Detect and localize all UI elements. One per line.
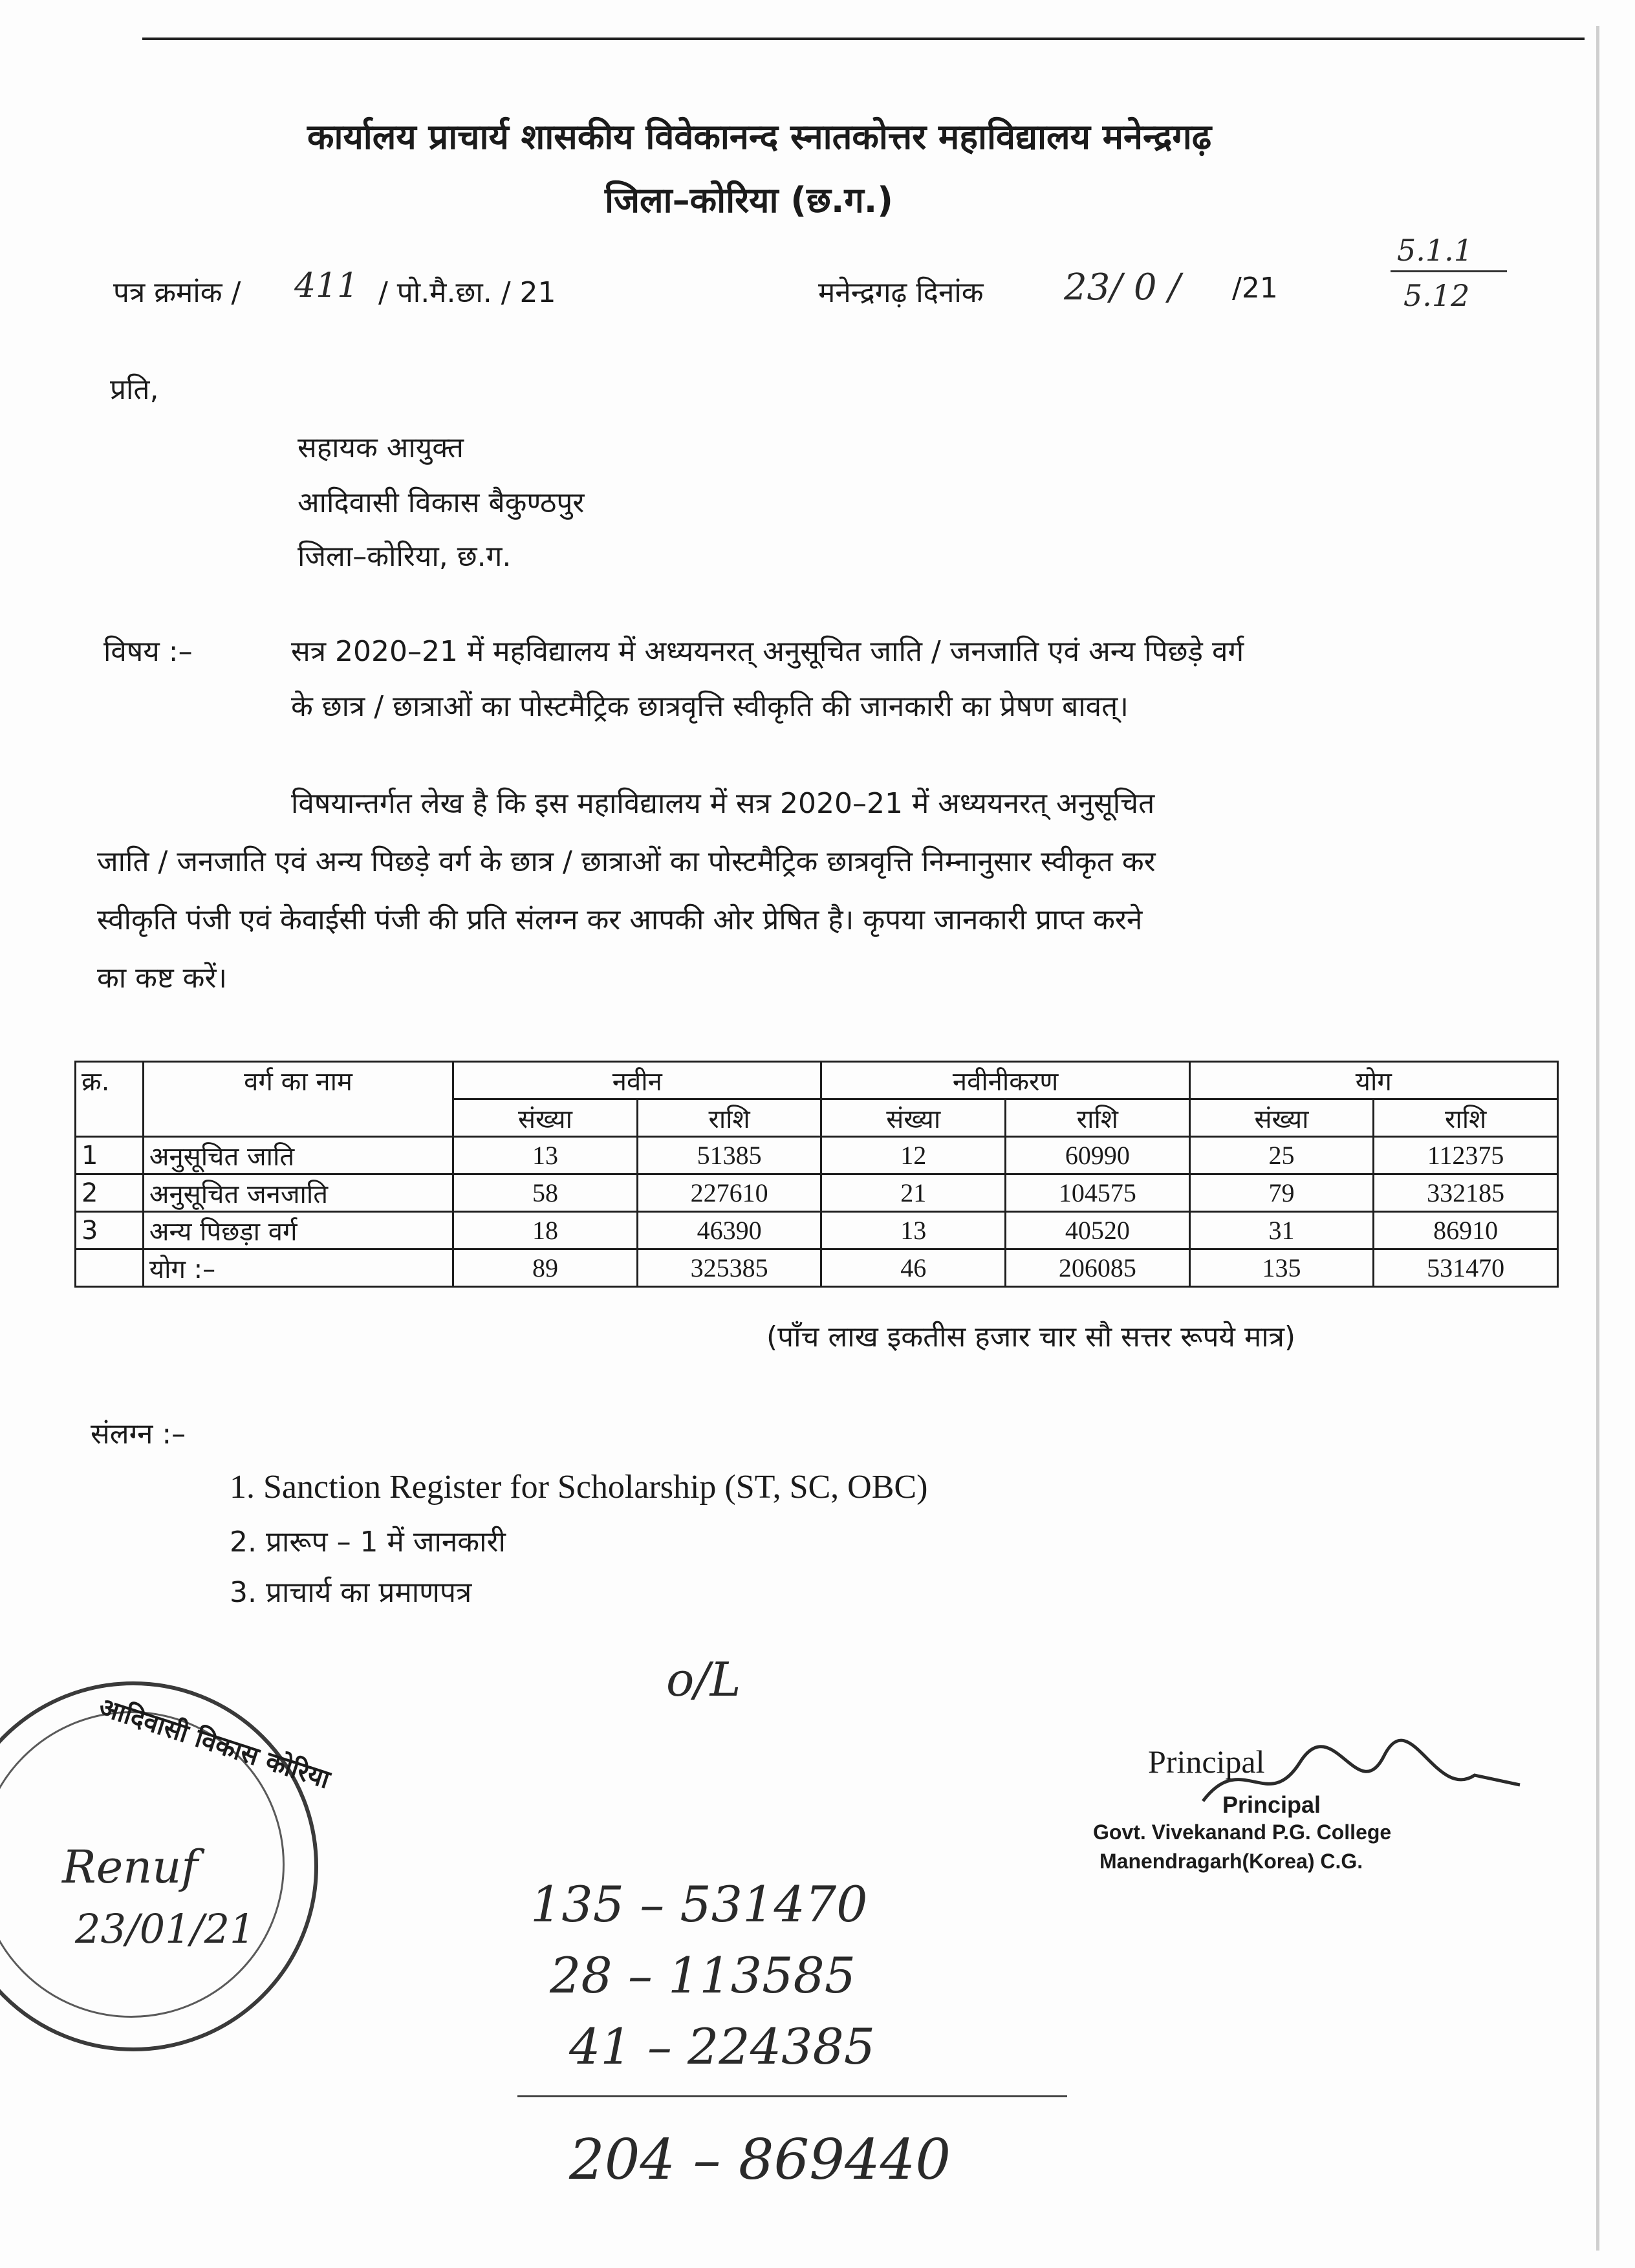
table-total-row [76, 1249, 1558, 1287]
header-new: नवीन [453, 1062, 821, 1099]
cell-sno: 2 [76, 1174, 144, 1212]
header-new-count: संख्या [453, 1099, 638, 1137]
cell-new-count: 18 [453, 1212, 638, 1249]
cell-tot-count: 25 [1189, 1137, 1374, 1174]
table-row [76, 1212, 1558, 1249]
cell-ren-count: 13 [821, 1212, 1006, 1249]
subject-line-1: सत्र 2020–21 में महविद्यालय में अध्ययनरत् अनुसूचित जाति / जनजाति एवं अन्य पिछड़े वर्ग [291, 635, 1244, 668]
handwritten-total-3: 41 – 224385 [569, 2018, 876, 2075]
cell-ren-amount: 40520 [1006, 1212, 1190, 1249]
addressee-line-3: जिला–कोरिया, छ.ग. [298, 540, 512, 573]
margin-note-top: 5.1.1 [1397, 233, 1473, 268]
stamp-signature: Renuf [62, 1841, 199, 1894]
sum-underline [517, 2095, 1067, 2097]
table-row [76, 1137, 1558, 1174]
principal-title: Principal [1148, 1744, 1265, 1780]
cell-tot-count: 31 [1189, 1212, 1374, 1249]
cell-name: अनुसूचित जाति [143, 1137, 453, 1174]
cell-tot-count: 135 [1189, 1249, 1374, 1287]
body-line-1: विषयान्तर्गत लेख है कि इस महाविद्यालय में सत्र 2020–21 में अध्ययनरत् अनुसूचित [291, 787, 1155, 820]
date-handwritten: 23/ 0 / [1064, 266, 1181, 308]
handwritten-total-1: 135 – 531470 [530, 1875, 868, 1933]
header-ren-count: संख्या [821, 1099, 1006, 1137]
cell-tot-amount: 86910 [1374, 1212, 1558, 1249]
enclosure-item-1: 1. Sanction Register for Scholarship (ST, SC, OBC) [230, 1469, 928, 1506]
table-row [76, 1174, 1558, 1212]
principal-stamp-line-1: Principal [1222, 1791, 1321, 1818]
scholarship-table [74, 1061, 1559, 1288]
cell-name: अन्य पिछड़ा वर्ग [143, 1212, 453, 1249]
cell-sno: 1 [76, 1137, 144, 1174]
office-round-stamp [0, 1681, 334, 2051]
page-top-edge [142, 38, 1585, 40]
header-name: वर्ग का नाम [143, 1062, 453, 1137]
enclosures-label: संलग्न :– [91, 1418, 186, 1451]
cell-tot-amount: 332185 [1374, 1174, 1558, 1212]
header-tot-count: संख्या [1189, 1099, 1374, 1137]
subject-line-2: के छात्र / छात्राओं का पोस्टमैट्रिक छात्रवृत्ति स्वीकृति की जानकारी का प्रेषण बावत्। [291, 690, 1129, 723]
cell-new-amount: 325385 [637, 1249, 821, 1287]
handwritten-grand-total: 204 – 869440 [569, 2128, 951, 2192]
enclosure-item-2: 2. प्रारूप – 1 में जानकारी [230, 1526, 506, 1559]
header-renewal: नवीनीकरण [821, 1062, 1189, 1099]
header-new-amount: राशि [637, 1099, 821, 1137]
body-line-3: स्वीकृति पंजी एवं केवाईसी पंजी की प्रति संलग्न कर आपकी ओर प्रेषित है। कृपया जानकारी प्राप्त करने [97, 903, 1143, 936]
cell-sno: 3 [76, 1212, 144, 1249]
stamp-date: 23/01/21 [75, 1905, 255, 1952]
addressee-line-1: सहायक आयुक्त [298, 431, 464, 464]
cell-ren-amount: 206085 [1006, 1249, 1190, 1287]
cell-new-count: 13 [453, 1137, 638, 1174]
cell-sno [76, 1249, 144, 1287]
stamp-text: आदिवासी विकास कोरिया [95, 1692, 334, 1795]
header-tot-amount: राशि [1374, 1099, 1558, 1137]
cell-ren-count: 21 [821, 1174, 1006, 1212]
ref-suffix: / पो.मै.छा. / 21 [378, 276, 556, 309]
date-label: मनेन्द्रगढ़ दिनांक [818, 276, 984, 309]
cell-ren-amount: 60990 [1006, 1137, 1190, 1174]
cell-ren-count: 12 [821, 1137, 1006, 1174]
cell-ren-count: 46 [821, 1249, 1006, 1287]
handwritten-initials: o/L [666, 1652, 741, 1707]
cell-tot-amount: 112375 [1374, 1137, 1558, 1174]
subject-label: विषय :– [103, 635, 193, 668]
margin-note-bottom: 5.12 [1403, 278, 1470, 313]
cell-name: योग :– [143, 1249, 453, 1287]
body-line-2: जाति / जनजाति एवं अन्य पिछड़े वर्ग के छात्र / छात्राओं का पोस्टमैट्रिक छात्रवृत्ति निम्नानुसार स्वीकृत कर [97, 845, 1156, 878]
cell-tot-amount: 531470 [1374, 1249, 1558, 1287]
header-ren-amount: राशि [1006, 1099, 1190, 1137]
header-sno: क्र. [76, 1062, 144, 1137]
addressee-line-2: आदिवासी विकास बैकुण्ठपुर [298, 486, 585, 519]
ref-label: पत्र क्रमांक / [113, 276, 241, 309]
cell-new-count: 58 [453, 1174, 638, 1212]
prati-label: प्रति, [110, 373, 159, 406]
amount-in-words: (पाँच लाख इकतीस हजार चार सौ सत्तर रूपये मात्र) [766, 1321, 1296, 1354]
margin-note-divider [1391, 270, 1507, 272]
cell-new-amount: 51385 [637, 1137, 821, 1174]
cell-ren-amount: 104575 [1006, 1174, 1190, 1212]
office-heading: कार्यालय प्राचार्य शासकीय विवेकानन्द स्नातकोत्तर महाविद्यालय मनेन्द्रगढ़ [307, 116, 1212, 157]
cell-new-amount: 46390 [637, 1212, 821, 1249]
principal-stamp-line-2: Govt. Vivekanand P.G. College [1093, 1820, 1392, 1844]
body-line-4: का कष्ट करें। [97, 962, 228, 995]
ref-number: 411 [294, 266, 359, 305]
cell-new-amount: 227610 [637, 1174, 821, 1212]
enclosure-item-3: 3. प्राचार्य का प्रमाणपत्र [230, 1576, 472, 1609]
district-heading: जिला–कोरिया (छ.ग.) [605, 180, 893, 221]
table-header-row [76, 1062, 1558, 1099]
cell-name: अनुसूचित जनजाति [143, 1174, 453, 1212]
date-year: /21 [1232, 272, 1278, 305]
cell-tot-count: 79 [1189, 1174, 1374, 1212]
principal-stamp-line-3: Manendragarh(Korea) C.G. [1099, 1850, 1363, 1873]
handwritten-total-2: 28 – 113585 [550, 1947, 856, 2004]
page-right-edge [1596, 26, 1599, 2251]
cell-new-count: 89 [453, 1249, 638, 1287]
header-total: योग [1189, 1062, 1557, 1099]
